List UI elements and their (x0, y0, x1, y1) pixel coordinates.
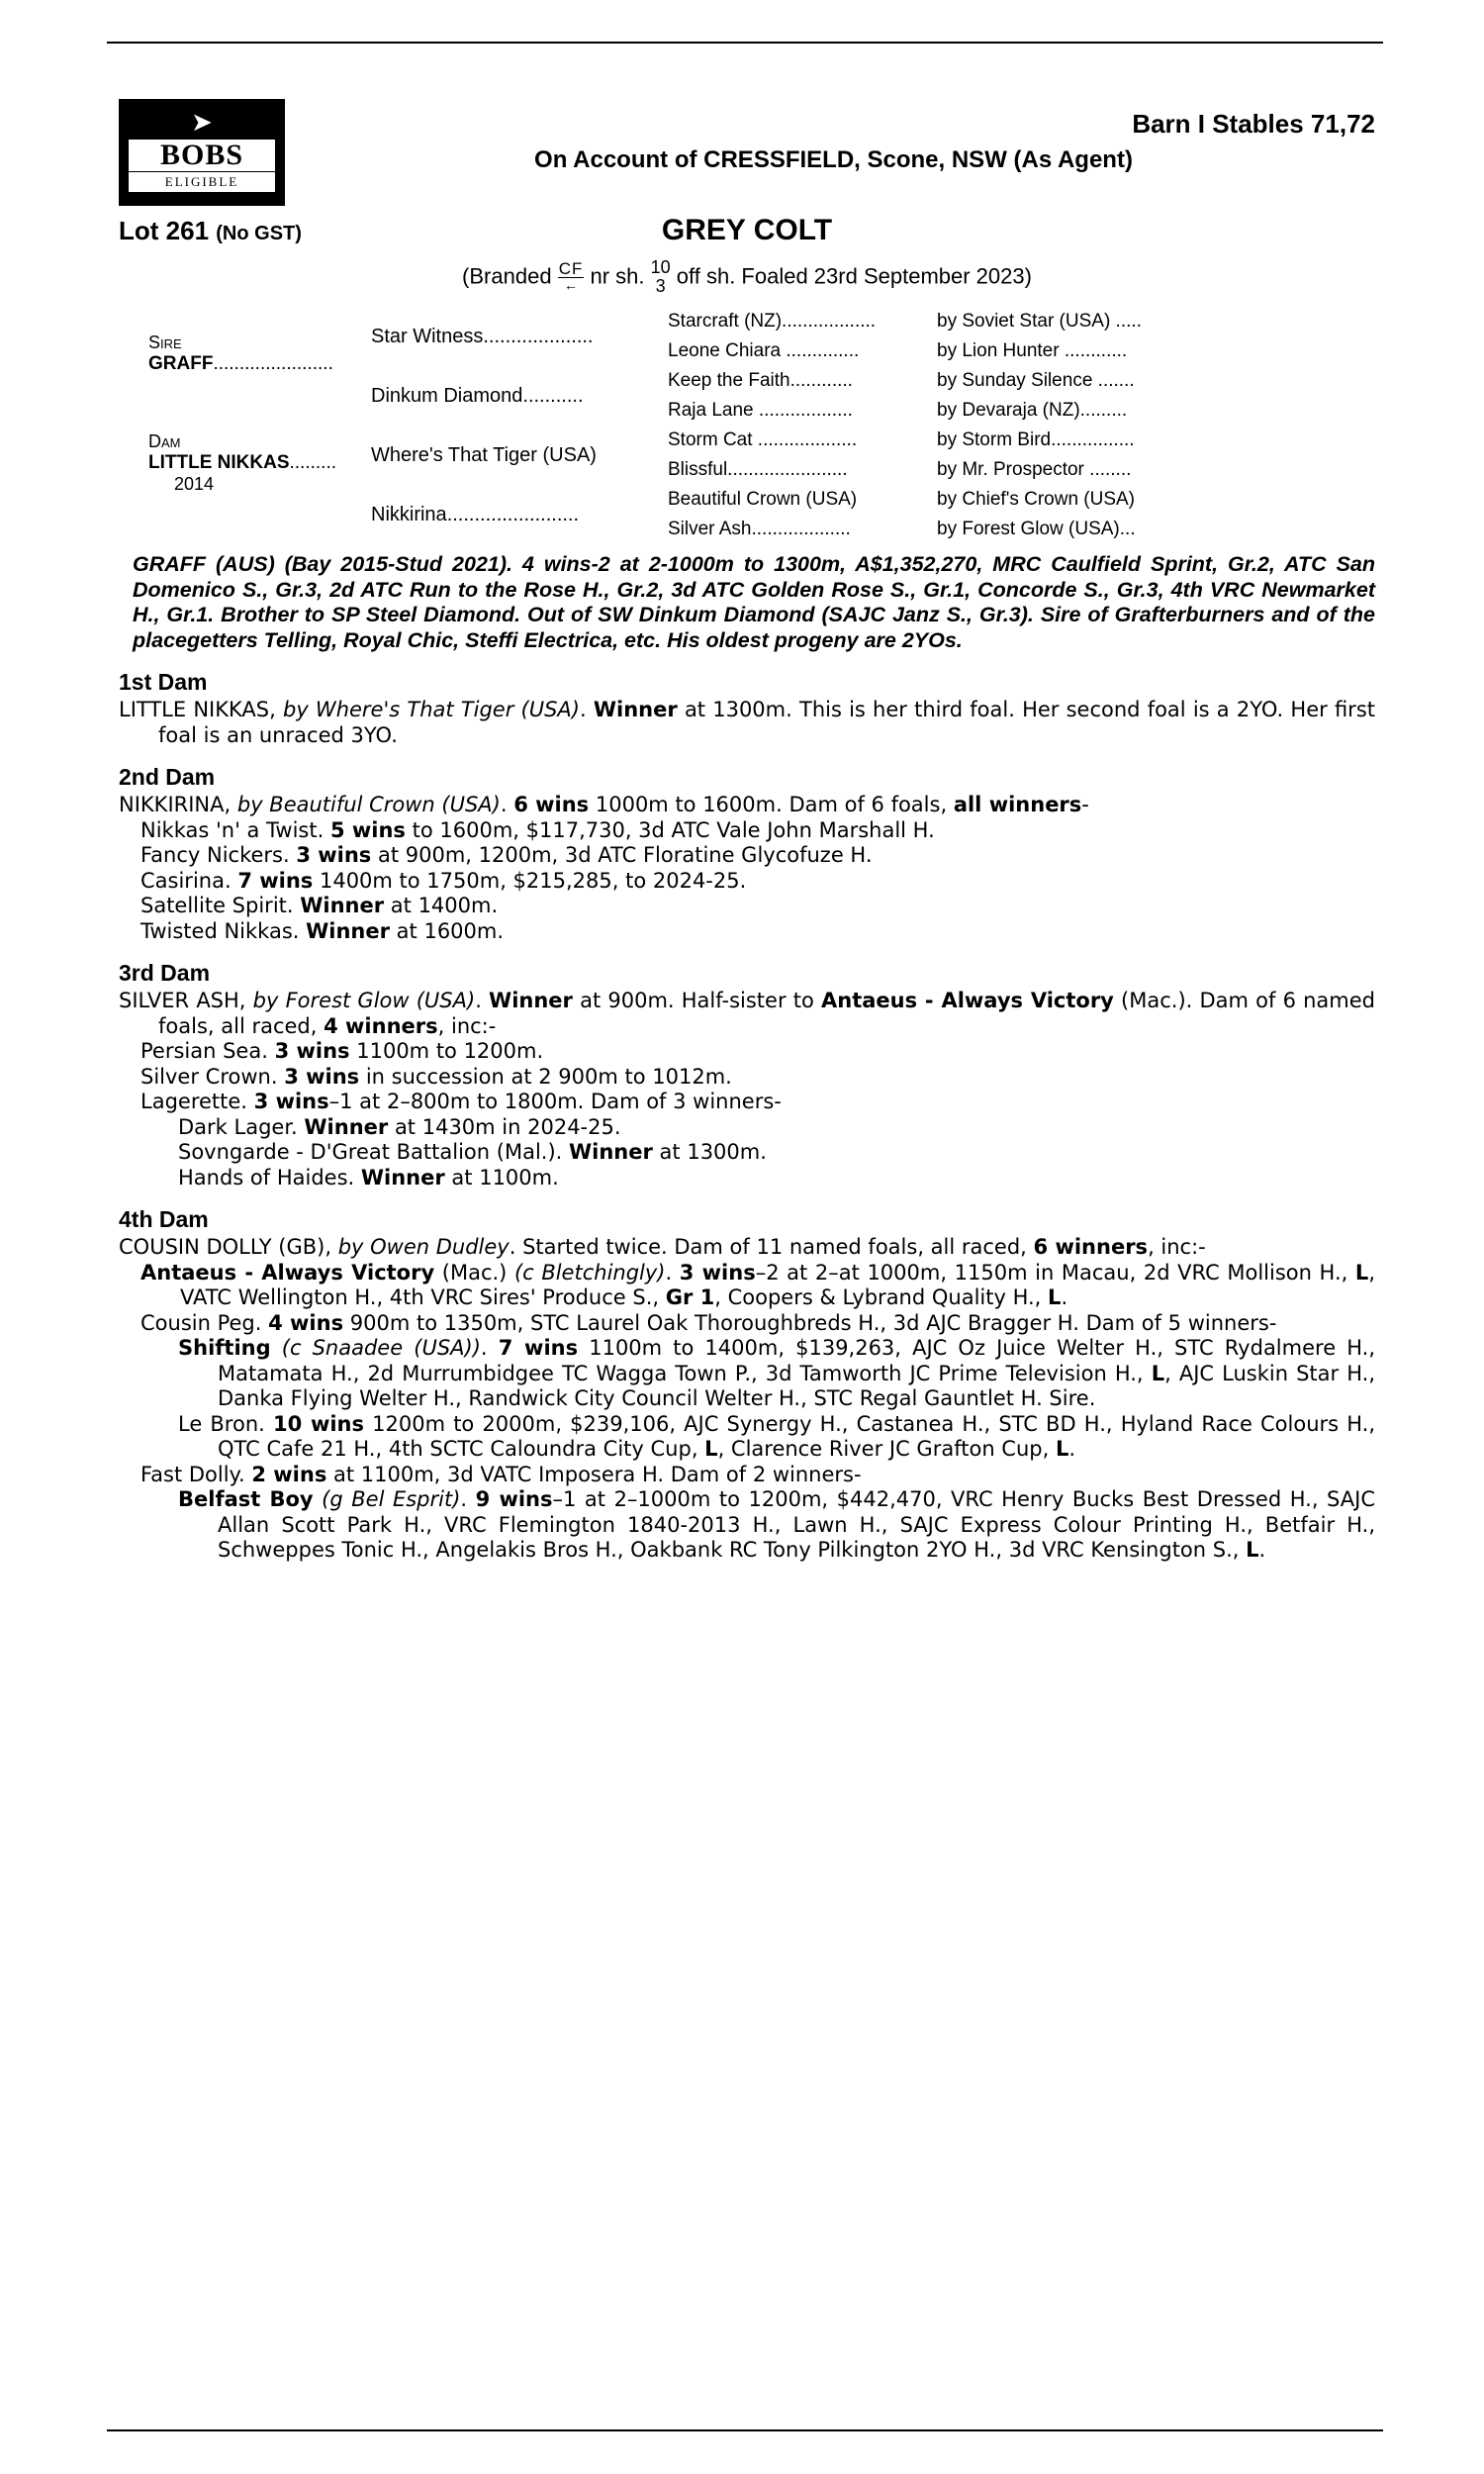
logo-subtext: ELIGIBLE (129, 172, 275, 192)
pedigree-entry: Fancy Nickers. 3 wins at 900m, 1200m, 3d ATC Floratine Glycofuze H. (140, 843, 873, 867)
pedigree-gen2-row (371, 426, 668, 485)
pedigree-entry: Lagerette. 3 wins–1 at 2–800m to 1800m. Dam of 3 winners- (140, 1090, 782, 1113)
pedigree-entry: Fast Dolly. 2 wins at 1100m, 3d VATC Imposera H. Dam of 2 winners- (140, 1462, 862, 1486)
pedigree-gen2-row (371, 366, 668, 426)
pedigree-entry: Belfast Boy (g Bel Esprit). 9 wins–1 at 2–1000m to 1200m, $442,470, VRC Henry Bucks Best Dressed H., SAJC Allan Scott Park H., VRC Flemington 1840-2013 H., Lawn H., SAJC Express Colour Printing H., Betfair H., Schweppes Tonic H., Angelakis Bros H., Oakbank RC Tony Pilkington 2YO H., 3d VRC Kensington S., L. (178, 1487, 1375, 1562)
page-header (119, 99, 1375, 216)
pedigree-entry: LITTLE NIKKAS, by Where's That Tiger (USA). Winner at 1300m. This is her third foal. Her second foal is a 2YO. Her first foal is an unraced 3YO. (119, 698, 1375, 747)
pedigree-entry: Hands of Haides. Winner at 1100m. (178, 1165, 559, 1189)
pedigree-entry: Antaeus - Always Victory (Mac.) (c Bletchingly). 3 wins–2 at 2–at 1000m, 1150m in Macau, 2d VRC Mollison H., L, VATC Wellington H., 4th VRC Sires' Produce S., Gr 1, Coopers & Lybrand Quality H., L. (140, 1260, 1375, 1309)
sire-block (148, 307, 371, 426)
gen3-right-7: by Forest Glow (USA)... (937, 519, 1136, 539)
pedigree-gen3-row (668, 336, 1375, 366)
dam-block (148, 426, 371, 544)
pedigree-entry: Dark Lager. Winner at 1430m in 2024-25. (178, 1114, 621, 1139)
gen3-left-0: Starcraft (NZ).................. (668, 311, 877, 332)
pedigree-gen3-row (668, 307, 1375, 336)
brand-number-off-shoulder (651, 258, 671, 296)
branded-suffix: off sh. Foaled 23rd September 2023) (676, 263, 1032, 289)
gen3-right-3: by Devaraja (NZ)......... (937, 400, 1128, 421)
pedigree-entry: Sovngarde - D'Great Battalion (Mal.). Winner at 1300m. (178, 1140, 767, 1164)
dam-label: Dam (148, 431, 181, 451)
gen3-left-6: Beautiful Crown (USA) (668, 489, 858, 510)
top-rule (107, 42, 1383, 44)
branded-prefix: (Branded (462, 263, 552, 289)
dam-name: LITTLE NIKKAS (148, 452, 290, 473)
lot-line (119, 216, 1375, 259)
pedigree-gen3-row (668, 396, 1375, 426)
lot-gst-note: (No GST) (216, 223, 302, 244)
pedigree-entry: NIKKIRINA, by Beautiful Crown (USA). 6 wins 1000m to 1600m. Dam of 6 foals, all winners- (119, 793, 1089, 816)
dam-heading: 4th Dam (119, 1206, 209, 1232)
pedigree-gen3-row (668, 426, 1375, 455)
gen3-right-0: by Soviet Star (USA) ..... (937, 311, 1142, 332)
brand-mark-arrow: ← (564, 276, 579, 293)
gen3-left-4: Storm Cat ................... (668, 429, 858, 450)
gen3-left-5: Blissful....................... (668, 459, 848, 480)
dam-sections (119, 669, 1375, 1564)
gen3-left-7: Silver Ash................... (668, 519, 851, 539)
gen2-name-1: Dinkum Diamond (371, 384, 523, 407)
bobs-eligible-logo (119, 99, 285, 206)
dam-name-row (148, 452, 371, 474)
pedigree-gen3-row (668, 366, 1375, 396)
pedigree-entry: Satellite Spirit. Winner at 1400m. (140, 894, 499, 917)
sire-name: GRAFF (148, 353, 214, 374)
page-content (119, 99, 1375, 1564)
lot-number-text: Lot 261 (119, 216, 210, 245)
gen3-right-1: by Lion Hunter ............ (937, 340, 1128, 361)
branded-middle: nr sh. (590, 263, 645, 289)
gen2-dots-1: ........... (522, 384, 584, 407)
gen2-name-2: Where's That Tiger (USA) (371, 443, 597, 466)
pedigree-table (119, 307, 1375, 544)
gen3-right-2: by Sunday Silence ....... (937, 370, 1135, 391)
pedigree-entry: Cousin Peg. 4 wins 900m to 1350m, STC Laurel Oak Thoroughbreds H., 3d AJC Bragger H. Dam of 5 winners- (140, 1310, 1277, 1335)
dam-dots: ......... (289, 452, 337, 473)
dam-year: 2014 (174, 474, 215, 494)
pedigree-gen2-row (371, 307, 668, 366)
branding-line (119, 259, 1375, 303)
sire-name-row (148, 353, 371, 375)
pedigree-gen3-row (668, 515, 1375, 544)
gen3-left-1: Leone Chiara .............. (668, 340, 860, 361)
barn-stables-label: Barn I Stables 71,72 (1132, 109, 1375, 139)
pedigree-col-parents (148, 307, 371, 544)
brand-number-top: 10 (650, 257, 671, 277)
brand-mark-near-shoulder (558, 260, 585, 292)
logo-wordmark: BOBS (129, 140, 275, 171)
dam-heading: 3rd Dam (119, 960, 211, 986)
pedigree-entry: COUSIN DOLLY (GB), by Owen Dudley. Started twice. Dam of 11 named foals, all raced, 6 winners, inc:- (119, 1235, 1206, 1259)
gen3-right-4: by Storm Bird................ (937, 429, 1135, 450)
gen2-dots-3: ........................ (446, 503, 580, 525)
brand-mark-top: CF (558, 258, 584, 278)
bird-icon: ➤ (191, 108, 213, 138)
pedigree-entry: Silver Crown. 3 wins in succession at 2 900m to 1012m. (140, 1064, 732, 1089)
lot-number (119, 216, 302, 246)
sire-label: Sire (148, 333, 182, 352)
gen3-right-5: by Mr. Prospector ........ (937, 459, 1132, 480)
pedigree-entry: Casirina. 7 wins 1400m to 1750m, $215,285, to 2024-25. (140, 868, 747, 893)
pedigree-entry: Shifting (c Snaadee (USA)). 7 wins 1100m to 1400m, $139,263, AJC Oz Juice Welter H., STC Rydalmere H., Matamata H., 2d Murrumbidgee TC Wagga Town P., 3d Tamworth JC Prime Television H., L, AJC Luskin Star H., Danka Flying Welter H., Randwick City Council Welter H., STC Regal Gauntlet H. Sire. (178, 1336, 1376, 1410)
gen3-right-6: by Chief's Crown (USA) (937, 489, 1136, 510)
sire-summary-paragraph: GRAFF (AUS) (Bay 2015-Stud 2021). 4 wins-2 at 2-1000m to 1300m, A$1,352,270, MRC Caulfield Sprint, Gr.2, ATC San Domenico S., Gr.3, 2d ATC Run to the Rose H., Gr.2, 3d ATC Golden Rose S., Gr.1, Concorde S., Gr.3, 4th VRC Newmarket H., Gr.1. Brother to SP Steel Diamond. Out of SW Dinkum Diamond (SAJC Janz S., Gr.3). Sire of Grafterburners and of the placegetters Telling, Royal Chic, Steffi Electrica, etc. His oldest progeny are 2YOs. (133, 552, 1375, 652)
pedigree-col-greatgrandparents (668, 307, 1375, 544)
gen3-left-3: Raja Lane .................. (668, 400, 853, 421)
gen2-name-0: Star Witness (371, 325, 484, 347)
pedigree-col-grandparents (371, 307, 668, 544)
account-label: On Account of CRESSFIELD, Scone, NSW (As Agent) (534, 146, 1133, 173)
gen2-name-3: Nikkirina (371, 503, 447, 525)
gen3-left-2: Keep the Faith............ (668, 370, 853, 391)
dam-heading: 2nd Dam (119, 764, 216, 790)
pedigree-gen2-row (371, 485, 668, 544)
sire-dots: ....................... (213, 353, 333, 374)
pedigree-gen3-row (668, 455, 1375, 485)
colour-sex-title: GREY COLT (661, 214, 833, 246)
gen2-dots-0: .................... (483, 325, 594, 347)
brand-number-bottom: 3 (655, 275, 666, 296)
pedigree-entry: Nikkas 'n' a Twist. 5 wins to 1600m, $117,730, 3d ATC Vale John Marshall H. (140, 817, 935, 842)
bottom-rule (107, 2429, 1383, 2431)
pedigree-entry: Le Bron. 10 wins 1200m to 2000m, $239,106, AJC Synergy H., Castanea H., STC BD H., Hyland Race Colours H., QTC Cafe 21 H., 4th SCTC Caloundra City Cup, L, Clarence River JC Grafton Cup, L. (178, 1411, 1375, 1461)
dam-heading: 1st Dam (119, 669, 208, 695)
pedigree-entry: Twisted Nikkas. Winner at 1600m. (140, 918, 505, 943)
pedigree-gen3-row (668, 485, 1375, 515)
pedigree-entry: SILVER ASH, by Forest Glow (USA). Winner at 900m. Half-sister to Antaeus - Always Victory (Mac.). Dam of 6 named foals, all raced, 4 winners, inc:- (119, 989, 1375, 1038)
pedigree-entry: Persian Sea. 3 wins 1100m to 1200m. (140, 1039, 544, 1063)
